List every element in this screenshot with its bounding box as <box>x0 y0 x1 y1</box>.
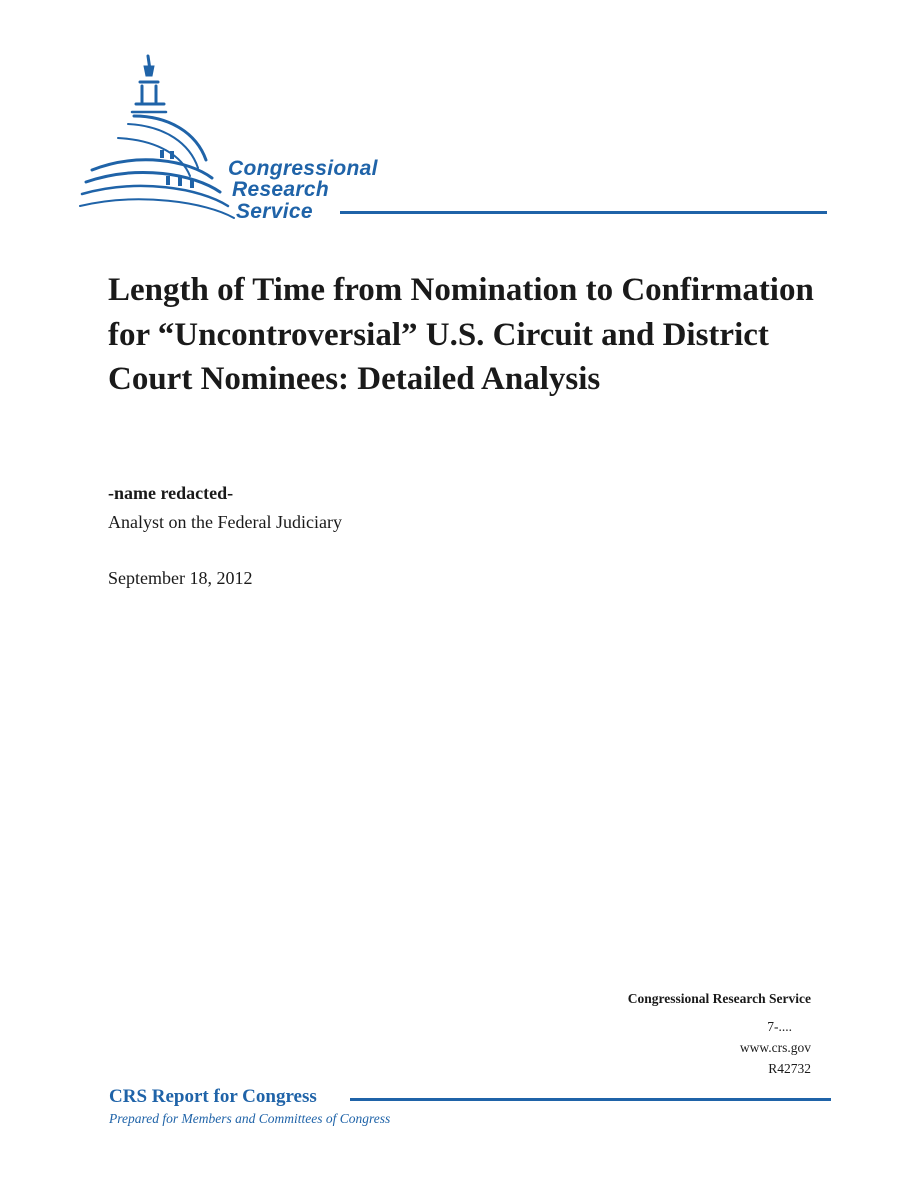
series-tagline: Prepared for Members and Committees of Congress <box>109 1111 391 1126</box>
report-title: Length of Time from Nomination to Confirmation for “Uncontroversial” U.S. Circuit and District Court Nominees: Detailed Analysis <box>108 272 814 397</box>
footer-report-number: R42732 <box>768 1061 811 1076</box>
author-name: -name redacted- <box>108 483 234 503</box>
footer-org: Congressional Research Service <box>627 991 811 1006</box>
logo-text-congressional: Congressional <box>228 157 378 180</box>
capitol-dome-icon <box>78 52 238 227</box>
crs-logo <box>78 52 838 227</box>
author-role: Analyst on the Federal Judiciary <box>108 512 342 532</box>
series-rule <box>350 1098 831 1101</box>
report-date: September 18, 2012 <box>108 568 253 588</box>
logo-text-research: Research <box>232 178 329 201</box>
footer-website: www.crs.gov <box>739 1040 811 1055</box>
logo-rule <box>340 211 827 214</box>
footer-code: 7-.... <box>767 1019 792 1034</box>
logo-text-service: Service <box>236 200 313 223</box>
series-title: CRS Report for Congress <box>109 1086 321 1108</box>
